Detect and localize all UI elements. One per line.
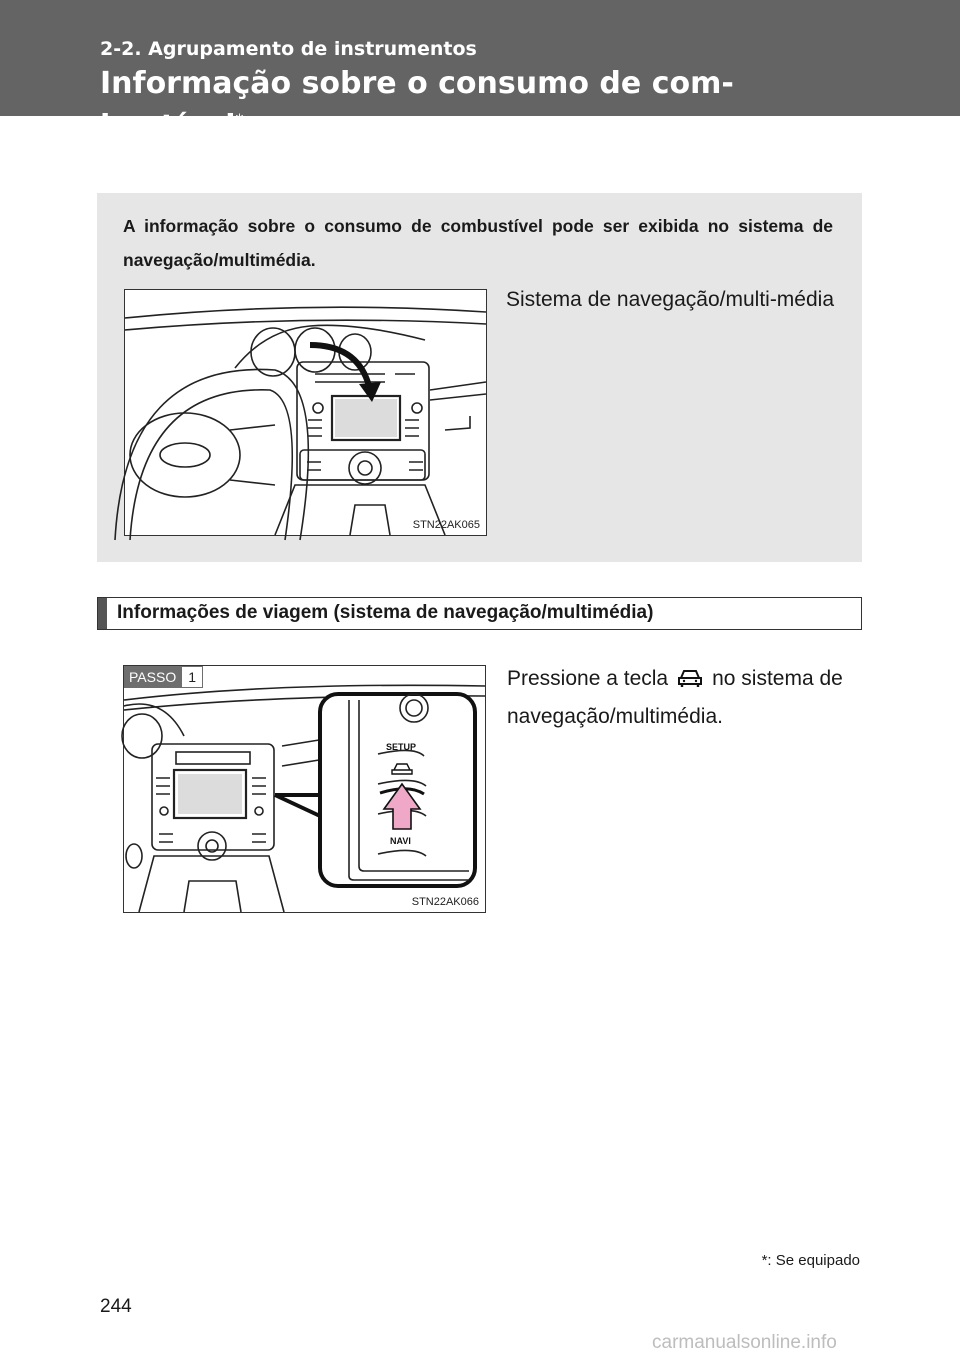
step-instruction bbox=[507, 662, 867, 734]
figure-caption: Sistema de navegação/multi-média bbox=[506, 288, 835, 311]
footnote bbox=[762, 1252, 860, 1269]
dashboard-illustration bbox=[124, 289, 487, 536]
step-badge bbox=[124, 666, 203, 688]
step-drawing bbox=[124, 666, 485, 912]
instruction-before: Pressione a tecla bbox=[507, 667, 669, 690]
step-illustration bbox=[123, 665, 486, 913]
equipped-mark: * bbox=[235, 110, 244, 129]
footnote-text: : Se equipado bbox=[767, 1252, 860, 1269]
page-title-text: Informação sobre o consumo de com-bustível bbox=[100, 66, 734, 144]
info-box bbox=[97, 193, 862, 562]
section-label: 2-2. Agrupamento de instrumentos bbox=[100, 38, 477, 60]
subsection-heading-text: Informações de viagem (sistema de navegação/multimédia) bbox=[117, 602, 654, 623]
instruction-after: no sistema de navegação/multimédia. bbox=[507, 667, 843, 728]
footnote-mark: * bbox=[761, 1252, 768, 1269]
setup-button-label: SETUP bbox=[386, 742, 417, 752]
car-icon bbox=[676, 666, 704, 700]
subsection-heading bbox=[97, 597, 862, 630]
page-number: 244 bbox=[100, 1296, 132, 1317]
figure-code: STN22AK066 bbox=[411, 896, 479, 908]
figure-code: STN22AK065 bbox=[412, 519, 480, 531]
page-header bbox=[0, 0, 960, 144]
step-number: 1 bbox=[181, 666, 203, 688]
intro-text: A informação sobre o consumo de combustível pode ser exibida no sistema de navegação/multimédia. bbox=[123, 216, 833, 270]
dashboard-drawing bbox=[125, 290, 486, 535]
heading-bar bbox=[98, 598, 107, 629]
step-label: PASSO bbox=[124, 666, 181, 688]
navi-button-label: NAVI bbox=[390, 836, 411, 846]
page-title bbox=[100, 66, 820, 145]
watermark: carmanualsonline.info bbox=[652, 1332, 837, 1353]
